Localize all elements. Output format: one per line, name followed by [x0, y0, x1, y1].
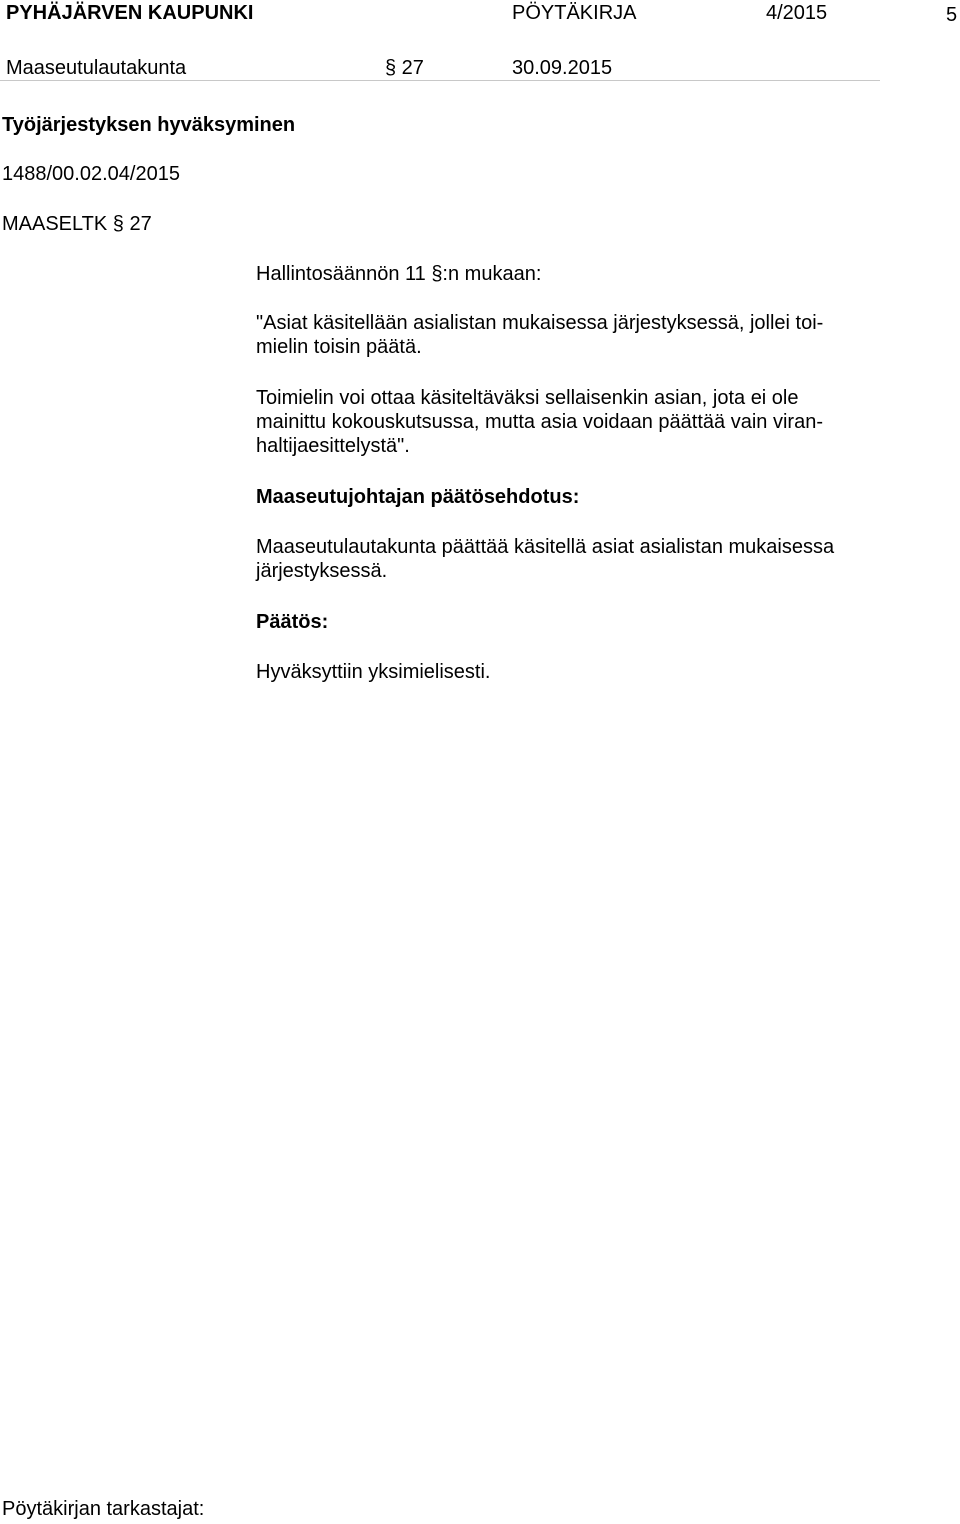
organization-name: PYHÄJÄRVEN KAUPUNKI: [6, 2, 254, 24]
header-divider: [0, 80, 880, 81]
committee-name: Maaseutulautakunta: [6, 57, 187, 79]
section-number: § 27: [385, 57, 424, 79]
proposal-text: Maaseutulautakunta päättää käsitellä asiat asialistan mukaisessa järjestyksessä.: [256, 536, 835, 582]
page-number: 5: [946, 4, 958, 26]
quote-paragraph-1: "Asiat käsitellään asialistan mukaisessa järjestyksessä, jollei toi- mielin toisin päätä.: [256, 312, 824, 358]
meeting-number: 4/2015: [766, 2, 828, 24]
decision-heading: Päätös:: [256, 611, 329, 633]
item-title: Työjärjestyksen hyväksyminen: [2, 114, 296, 136]
record-number: 1488/00.02.04/2015: [2, 163, 180, 185]
intro-text: Hallintosäännön 11 §:n mukaan:: [256, 263, 542, 285]
document-type: PÖYTÄKIRJA: [512, 2, 637, 24]
decision-text: Hyväksyttiin yksimielisesti.: [256, 661, 491, 683]
meeting-date: 30.09.2015: [512, 57, 613, 79]
signatories-label: Pöytäkirjan tarkastajat:: [2, 1498, 205, 1520]
proposal-heading: Maaseutujohtajan päätösehdotus:: [256, 486, 580, 508]
quote-paragraph-2: Toimielin voi ottaa käsiteltäväksi sellaisenkin asian, jota ei ole mainittu kokouskutsussa, mutta asia voidaan päättää vain viran- haltijaesittelystä".: [256, 387, 823, 457]
item-reference: MAASELTK § 27: [2, 213, 152, 235]
